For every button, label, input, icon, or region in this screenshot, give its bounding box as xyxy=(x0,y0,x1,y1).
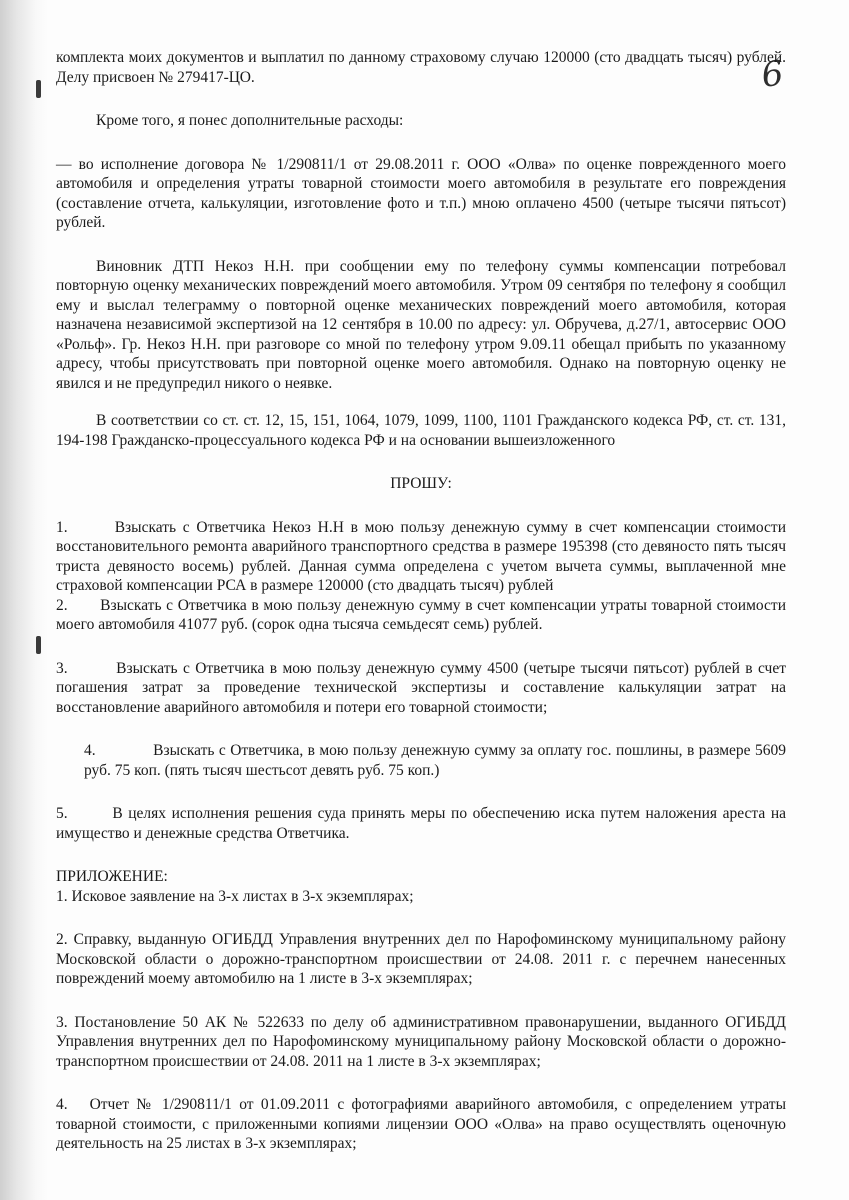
request-item: 3. Взыскать с Ответчика в мою пользу денежную сумму 4500 (четыре тысячи пятьсот) рублей в счет погашения затрат за проведение технической экспертизы и составление калькуляции затрат на восстановление аварийного автомобиля и потери его товарной стоимости; xyxy=(56,659,786,716)
paragraph: комплекта моих документов и выплатил по данному страховому случаю 120000 (сто двадцать тысяч) рублей. Делу присвоен № 279417-ЦО. xyxy=(56,49,786,86)
request-heading: ПРОШУ: xyxy=(390,475,452,492)
appendix-item: 4. Отчет № 1/290811/1 от 01.09.2011 с фотографиями аварийного автомобиля, с определением утраты товарной стоимости, с приложенными копиями лицензии ООО «Олва» на право осуществлять оценочную деятельность на 25 листах в 3-х экземплярах; xyxy=(56,1096,786,1152)
page-edge-shadow xyxy=(0,0,48,1200)
handwritten-page-number: 6 xyxy=(758,53,786,96)
request-item: 4. Взыскать с Ответчика, в мою пользу денежную сумму за оплату гос. пошлины, в размере 5609 руб. 75 коп. (пять тысяч шестьсот девять руб. 75 коп.) xyxy=(84,742,786,779)
request-item: 1. Взыскать с Ответчика Некоз Н.Н в мою пользу денежную сумму в счет компенсации стоимости восстановительного ремонта аварийного транспортного средства в размере 195398 (сто девяносто пять тысяч триста девяносто восемь) рублей. Данная сумма определена с учетом вычета суммы, выплаченной мне страховой компенсации РСА в размере 120000 (сто двадцать тысяч) рублей xyxy=(56,518,786,594)
binding-hole-mark xyxy=(36,636,41,654)
binding-hole-mark xyxy=(36,80,41,98)
paragraph: — во исполнение договора № 1/290811/1 от 29.08.2011 г. ООО «Олва» по оценке поврежденного моего автомобиля и определения утраты товарной стоимости моего автомобиля в результате его повреждения (составление отчета, калькуляции, изготовление фото и т.п.) мною оплачено 4500 (четыре тысячи пятьсот) рублей. xyxy=(56,155,786,231)
appendix-item: 1. Исковое заявление на 3-х листах в 3-х экземплярах; xyxy=(56,887,414,905)
paragraph: Виновник ДТП Некоз Н.Н. при сообщении ему по телефону суммы компенсации потребовал повторную оценку механических повреждений моего автомобиля. Утром 09 сентября по телефону я сообщил ему и выслал телеграмму о повторной оценке механических повреждений моего автомобиля, которая назначена независимой экспертизой на 12 сентября в 10.00 по адресу: ул. Обручева, д.27/1, автосервис ООО «Рольф». Гр. Некоз Н.Н. при разговоре со мной по телефону утром 9.09.11 обещал прибыть по указанному адресу, чтобы присутствовать при повторной оценке моего автомобиля. Однако на повторную оценку не явился и не предупредил никого о неявке. xyxy=(56,257,786,392)
paragraph: Кроме того, я понес дополнительные расходы: xyxy=(96,112,404,129)
request-item: 5. В целях исполнения решения суда принять меры по обеспечению иска путем наложения ареста на имущество и денежные средства Ответчика. xyxy=(56,805,786,842)
appendix-heading: ПРИЛОЖЕНИЕ: xyxy=(56,868,168,885)
request-item: 2. Взыскать с Ответчика в мою пользу денежную сумму в счет компенсации утраты товарной стоимости моего автомобиля 41077 руб. (сорок одна тысяча семьдесят семь) рублей. xyxy=(56,596,786,633)
document-body xyxy=(56,48,786,1154)
paragraph: В соответствии со ст. ст. 12, 15, 151, 1064, 1079, 1099, 1100, 1101 Гражданского кодекса РФ, ст. ст. 131, 194-198 Гражданско-процессуального кодекса РФ и на основании вышеизложенного xyxy=(56,412,786,449)
appendix-item: 2. Справку, выданную ОГИБДД Управления внутренних дел по Нарофоминскому муниципальному району Московской области о дорожно-транспортном происшествии от 24.08. 2011 г. с перечнем нанесенных повреждений моему автомобилю на 1 листе в 3-х экземплярах; xyxy=(56,931,786,987)
appendix-item: 3. Постановление 50 АК № 522633 по делу об административном правонарушении, выданного ОГИБДД Управления внутренних дел по Нарофоминскому муниципальному району Московской области о дорожно-транспортном происшествии от 24.08. 2011 на 1 листе в 3-х экземплярах; xyxy=(56,1013,786,1070)
